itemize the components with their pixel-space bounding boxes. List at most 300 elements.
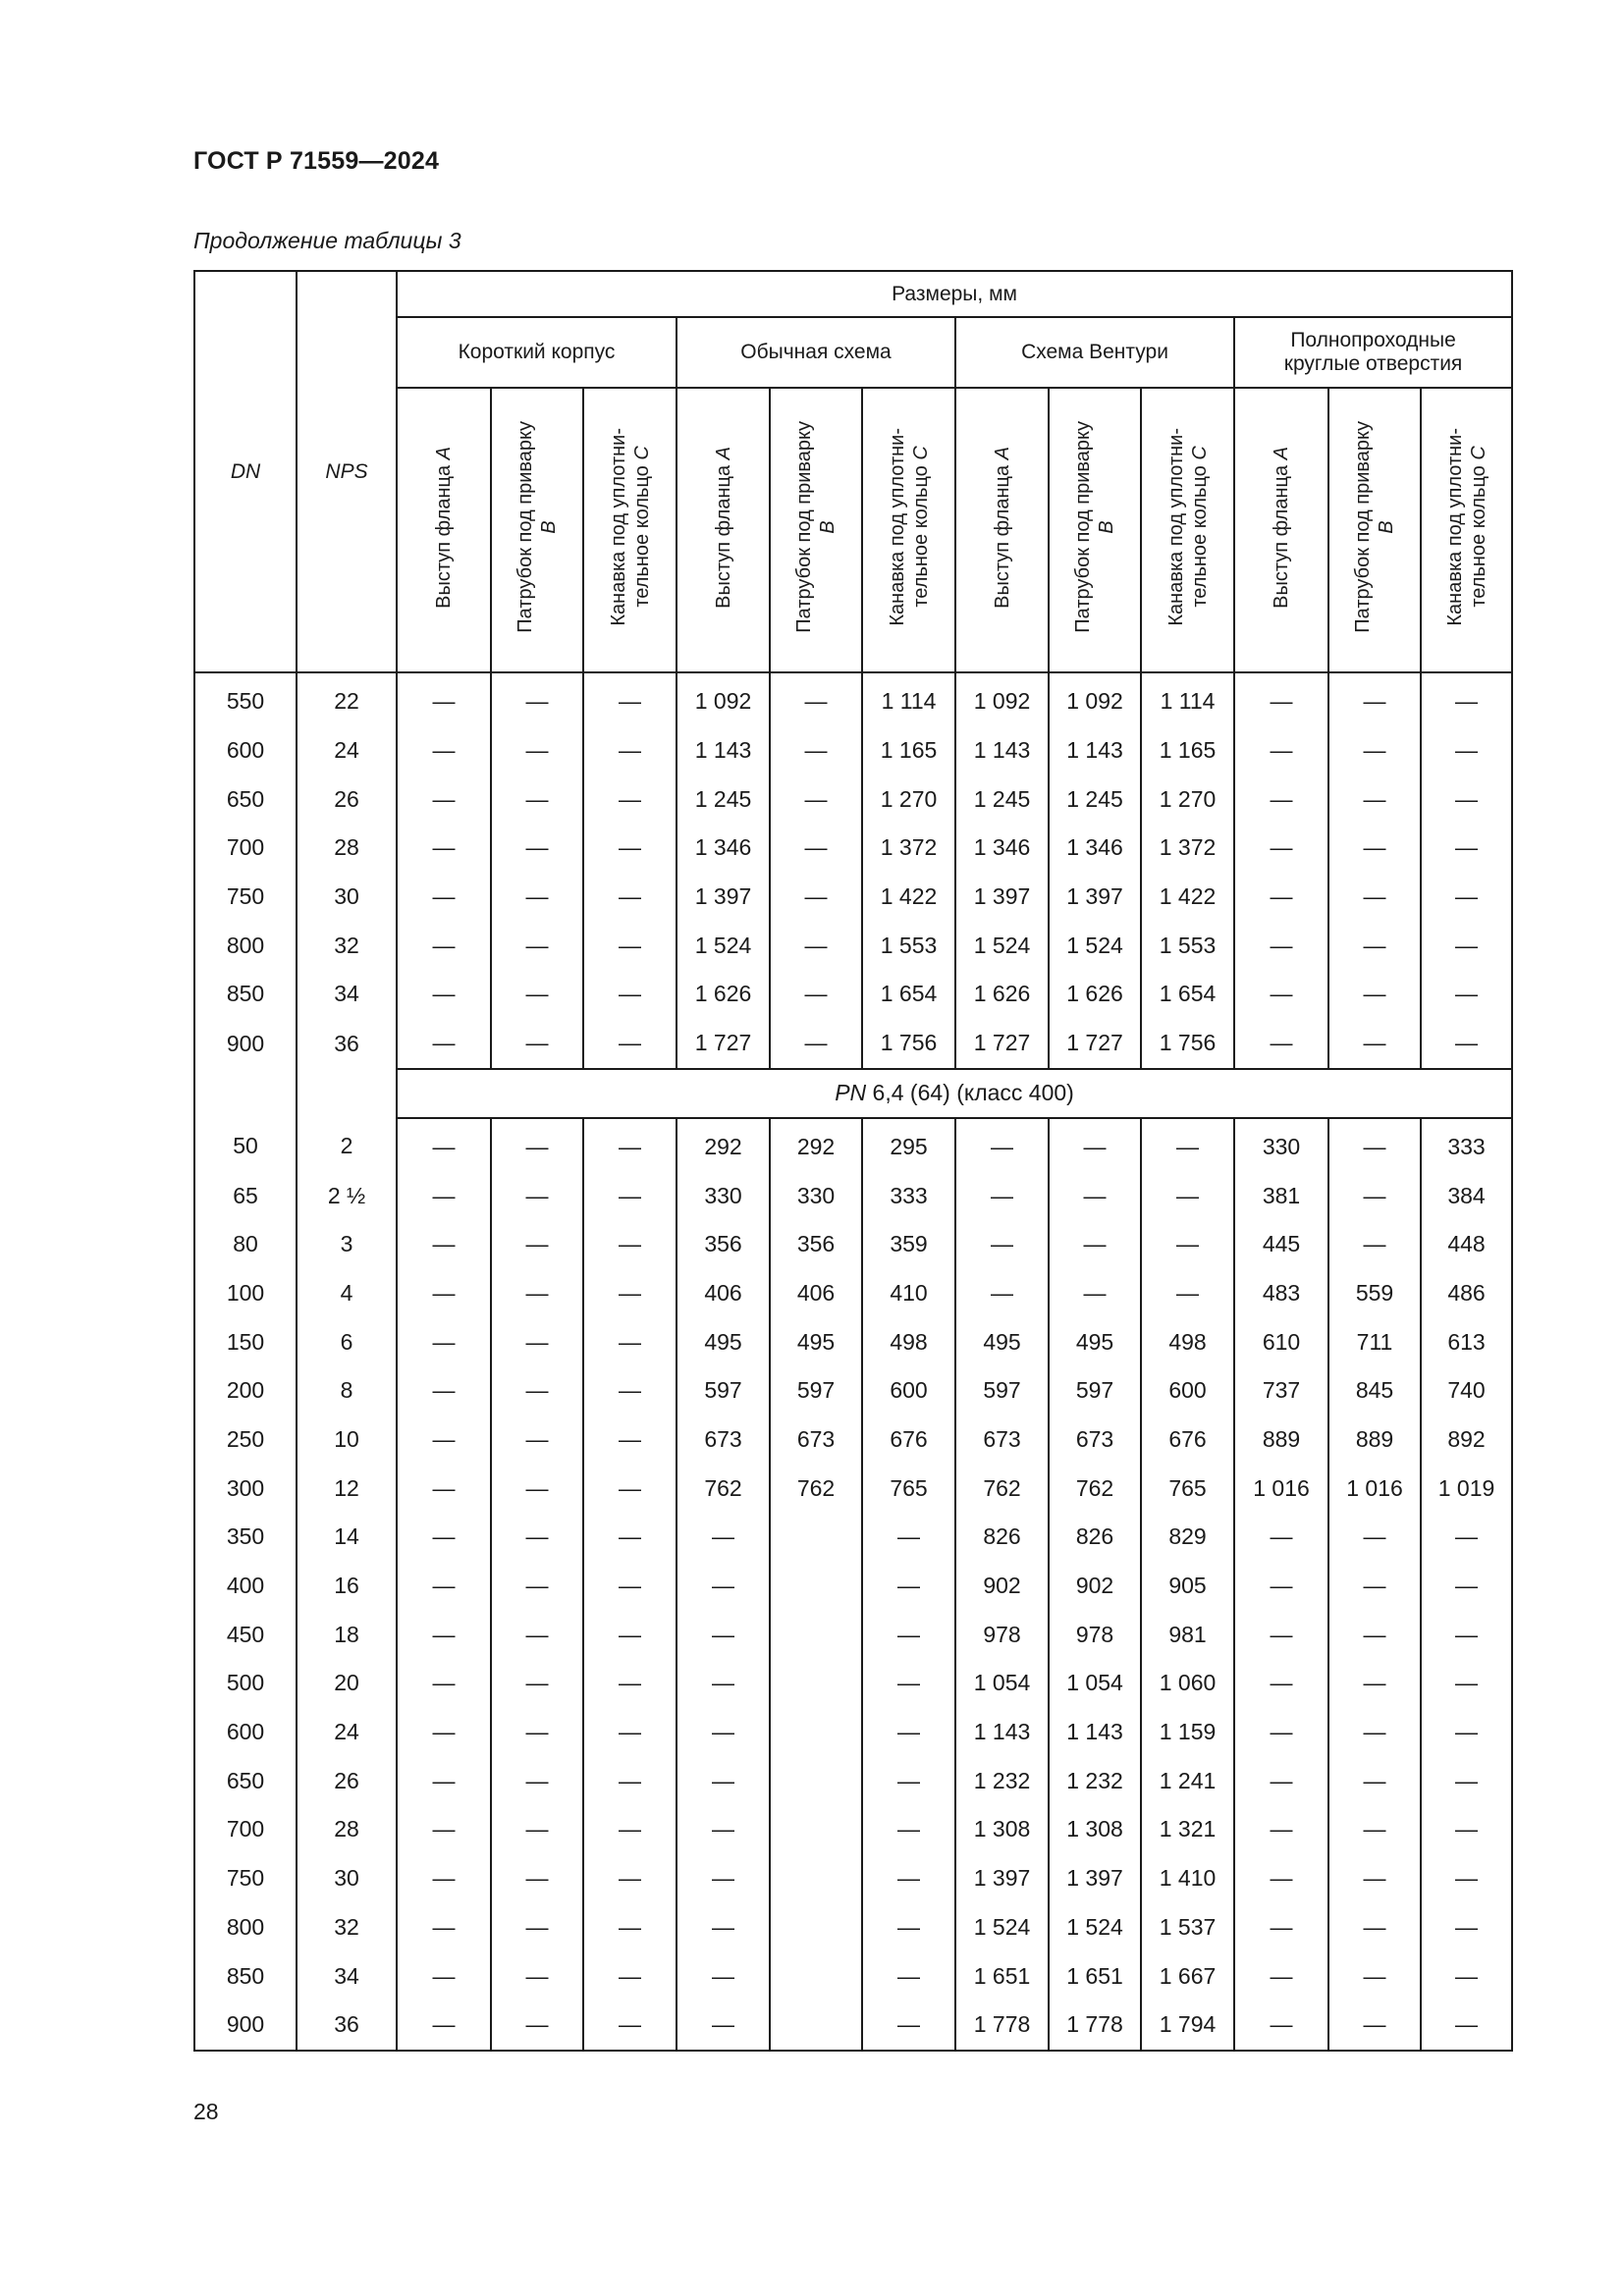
value-cell: — [491,1756,583,1805]
value-cell: 676 [862,1415,955,1465]
value-cell: 406 [677,1269,770,1318]
flange-projection-header [1234,388,1328,672]
value-cell: — [397,1659,491,1708]
nps-cell: 34 [297,970,397,1019]
value-cell: 762 [1049,1464,1141,1513]
group-header: Полнопроходные круглые отверстия [1234,317,1512,388]
value-cell: 978 [955,1610,1049,1659]
seal-groove-header [862,388,955,672]
value-cell: — [491,1562,583,1611]
value-cell: 1 092 [1049,672,1141,726]
value-cell: 1 016 [1328,1464,1421,1513]
value-cell: 1 143 [677,726,770,775]
value-cell: — [491,1415,583,1465]
value-cell: — [491,1118,583,1172]
value-cell: 1 308 [1049,1805,1141,1854]
nps-cell: 28 [297,824,397,873]
nps-cell: 8 [297,1366,397,1415]
value-cell: — [583,1805,677,1854]
value-cell: — [1421,672,1512,726]
value-cell: — [491,1903,583,1952]
value-cell: 889 [1234,1415,1328,1465]
value-cell [770,1951,862,2001]
value-cell: 1 524 [677,921,770,970]
value-cell: 410 [862,1269,955,1318]
value-cell: — [955,1171,1049,1220]
value-cell: — [491,824,583,873]
table-row [194,1756,1512,1805]
dn-cell: 800 [194,921,297,970]
value-cell: 673 [1049,1415,1141,1465]
value-cell: — [862,2001,955,2051]
value-cell: — [491,2001,583,2051]
value-cell: 765 [862,1464,955,1513]
value-cell: 1 143 [1049,726,1141,775]
subheader-letter: B [538,520,560,534]
value-cell: 330 [677,1171,770,1220]
value-cell: — [583,1513,677,1562]
value-cell: — [491,970,583,1019]
value-cell: — [397,1951,491,2001]
subheader-text: Канавка под уплотни- тельное кольцо [1443,428,1489,626]
value-cell: 1 346 [955,824,1049,873]
value-cell: 1 241 [1141,1756,1234,1805]
value-cell: — [1328,1171,1421,1220]
value-cell: 356 [770,1220,862,1269]
value-cell: 1 727 [1049,1019,1141,1069]
value-cell: — [491,1220,583,1269]
nps-cell: 20 [297,1659,397,1708]
value-cell: — [1328,1513,1421,1562]
value-cell: — [1328,1220,1421,1269]
value-cell: 1 397 [677,873,770,922]
value-cell: — [770,672,862,726]
dn-cell: 650 [194,774,297,824]
value-cell: — [397,2001,491,2051]
value-cell: 1 245 [1049,774,1141,824]
value-cell: 829 [1141,1513,1234,1562]
value-cell: — [491,1854,583,1903]
value-cell: 1 270 [862,774,955,824]
value-cell: — [677,1708,770,1757]
nps-cell: 36 [297,2001,397,2051]
value-cell: — [491,1708,583,1757]
table-row [194,1903,1512,1952]
value-cell: 445 [1234,1220,1328,1269]
value-cell: 597 [677,1366,770,1415]
value-cell: — [955,1118,1049,1172]
value-cell: — [583,1317,677,1366]
value-cell: 600 [1141,1366,1234,1415]
nps-cell: 24 [297,1708,397,1757]
value-cell: 498 [1141,1317,1234,1366]
pressure-class-text: 6,4 (64) (класс 400) [866,1080,1074,1105]
value-cell: 1 143 [955,1708,1049,1757]
value-cell: 1 114 [1141,672,1234,726]
table-row [194,970,1512,1019]
dn-cell: 350 [194,1513,297,1562]
value-cell: — [491,1269,583,1318]
value-cell: 740 [1421,1366,1512,1415]
value-cell: — [583,970,677,1019]
value-cell: 1 308 [955,1805,1049,1854]
value-cell: — [862,1805,955,1854]
value-cell: — [583,2001,677,2051]
value-cell: 826 [1049,1513,1141,1562]
value-cell: — [1421,1951,1512,2001]
dn-cell: 600 [194,726,297,775]
value-cell: — [1234,1019,1328,1069]
value-cell: — [583,1220,677,1269]
value-cell: 1 092 [955,672,1049,726]
value-cell: — [1234,2001,1328,2051]
value-cell: 359 [862,1220,955,1269]
value-cell: — [397,1171,491,1220]
table-row [194,1171,1512,1220]
value-cell: — [397,1269,491,1318]
dn-cell: 850 [194,1951,297,2001]
table-row [194,1562,1512,1611]
weld-nozzle-header [1049,388,1141,672]
value-cell: 1 654 [862,970,955,1019]
value-cell [770,1708,862,1757]
value-cell: 486 [1421,1269,1512,1318]
value-cell: — [862,1513,955,1562]
value-cell: 902 [955,1562,1049,1611]
value-cell: 381 [1234,1171,1328,1220]
value-cell: 1 756 [1141,1019,1234,1069]
table-row [194,726,1512,775]
value-cell: 1 232 [1049,1756,1141,1805]
subheader-text: Канавка под уплотни- тельное кольцо [607,428,653,626]
table-row [194,1220,1512,1269]
value-cell: 559 [1328,1269,1421,1318]
value-cell: — [770,873,862,922]
value-cell: 448 [1421,1220,1512,1269]
group-header: Обычная схема [677,317,955,388]
value-cell: 1 165 [1141,726,1234,775]
value-cell: 495 [770,1317,862,1366]
nps-cell: 6 [297,1317,397,1366]
value-cell: 981 [1141,1610,1234,1659]
value-cell: 1 651 [1049,1951,1141,2001]
value-cell: — [583,1756,677,1805]
dn-cell: 400 [194,1562,297,1611]
pressure-class-row [194,1069,1512,1118]
value-cell: — [1328,970,1421,1019]
value-cell: 762 [770,1464,862,1513]
value-cell: — [491,1805,583,1854]
value-cell: 292 [677,1118,770,1172]
subheader-text: Выступ фланца [991,458,1013,609]
value-cell: — [1421,774,1512,824]
value-cell: 1 756 [862,1019,955,1069]
value-cell: 333 [862,1171,955,1220]
value-cell: — [583,1903,677,1952]
dimensions-header: Размеры, мм [397,271,1512,317]
value-cell: — [397,1513,491,1562]
value-cell: 1 778 [955,2001,1049,2051]
nps-cell: 32 [297,1903,397,1952]
value-cell: — [677,1562,770,1611]
value-cell: 1 651 [955,1951,1049,2001]
value-cell [770,1562,862,1611]
dn-cell: 450 [194,1610,297,1659]
table-row [194,1708,1512,1757]
dn-cell: 250 [194,1415,297,1465]
value-cell [770,1513,862,1562]
value-cell: — [583,1269,677,1318]
value-cell: — [677,1756,770,1805]
value-cell: — [583,921,677,970]
value-cell: — [583,1854,677,1903]
value-cell: — [1141,1171,1234,1220]
value-cell: 1 397 [1049,1854,1141,1903]
dn-cell: 65 [194,1171,297,1220]
value-cell: 330 [1234,1118,1328,1172]
value-cell: 892 [1421,1415,1512,1465]
value-cell: — [1421,1854,1512,1903]
value-cell: — [955,1220,1049,1269]
value-cell: — [491,1513,583,1562]
value-cell: — [862,1708,955,1757]
value-cell: — [1421,2001,1512,2051]
subheader-text: Канавка под уплотни- тельное кольцо [886,428,932,626]
value-cell: — [1234,1903,1328,1952]
value-cell: — [1328,1019,1421,1069]
value-cell: — [677,1513,770,1562]
value-cell: 1 245 [955,774,1049,824]
value-cell: 1 143 [1049,1708,1141,1757]
value-cell: — [677,1903,770,1952]
value-cell: 1 397 [1049,873,1141,922]
dn-cell: 600 [194,1708,297,1757]
page-number: 28 [193,2099,219,2124]
subheader-letter: A [712,446,734,459]
value-cell: — [1234,774,1328,824]
value-cell: — [397,1464,491,1513]
value-cell: — [1234,921,1328,970]
dn-cell: 850 [194,970,297,1019]
blank-cell [194,1069,297,1118]
flange-projection-header [397,388,491,672]
value-cell: 1 060 [1141,1659,1234,1708]
value-cell: — [397,921,491,970]
value-cell: — [397,1610,491,1659]
dn-cell: 100 [194,1269,297,1318]
value-cell: — [1421,1513,1512,1562]
value-cell: — [397,970,491,1019]
value-cell [770,1659,862,1708]
value-cell: 1 422 [862,873,955,922]
subheader-letter: A [1271,446,1292,459]
dn-cell: 550 [194,672,297,726]
subheader-letter: A [991,446,1013,459]
nps-cell: 34 [297,1951,397,2001]
value-cell: 762 [677,1464,770,1513]
value-cell: — [1234,1708,1328,1757]
value-cell: — [1328,921,1421,970]
value-cell: — [491,1610,583,1659]
value-cell: 1 537 [1141,1903,1234,1952]
value-cell: — [770,774,862,824]
value-cell: 1 553 [862,921,955,970]
value-cell: — [1328,1562,1421,1611]
value-cell: 1 410 [1141,1854,1234,1903]
group-header: Схема Вентури [955,317,1234,388]
nps-cell: 30 [297,873,397,922]
value-cell: 737 [1234,1366,1328,1415]
subheader-letter: C [909,446,932,461]
value-cell [770,1854,862,1903]
blank-cell [297,1069,397,1118]
value-cell: 1 346 [677,824,770,873]
subheader-letter: B [817,520,839,534]
weld-nozzle-header [770,388,862,672]
value-cell: — [583,672,677,726]
value-cell: — [1049,1171,1141,1220]
value-cell: — [1328,1118,1421,1172]
seal-groove-header [1421,388,1512,672]
value-cell: — [1421,1562,1512,1611]
value-cell: — [862,1562,955,1611]
table-row [194,672,1512,726]
value-cell: — [1234,873,1328,922]
table-row [194,1610,1512,1659]
value-cell: — [1328,2001,1421,2051]
dn-cell: 750 [194,1854,297,1903]
subheader-text: Патрубок под приварку [1352,421,1374,633]
value-cell: — [677,1610,770,1659]
value-cell: 1 019 [1421,1464,1512,1513]
dn-cell: 150 [194,1317,297,1366]
value-cell: 765 [1141,1464,1234,1513]
weld-nozzle-header [1328,388,1421,672]
nps-cell: 16 [297,1562,397,1611]
value-cell: — [583,1562,677,1611]
table-caption: Продолжение таблицы 3 [193,228,461,253]
flange-projection-header [677,388,770,672]
value-cell: — [491,774,583,824]
value-cell: 495 [955,1317,1049,1366]
subheader-text: Канавка под уплотни- тельное кольцо [1164,428,1211,626]
value-cell: — [397,672,491,726]
value-cell: — [770,824,862,873]
value-cell: — [491,726,583,775]
table-row [194,1659,1512,1708]
subheader-text: Выступ фланца [1271,458,1292,609]
value-cell: 1 422 [1141,873,1234,922]
value-cell: 292 [770,1118,862,1172]
dn-cell: 800 [194,1903,297,1952]
value-cell: — [1421,1903,1512,1952]
value-cell: 826 [955,1513,1049,1562]
value-cell: — [397,1562,491,1611]
value-cell: — [1328,774,1421,824]
nps-cell: 32 [297,921,397,970]
value-cell: — [491,672,583,726]
value-cell: — [491,1019,583,1069]
value-cell: 1 553 [1141,921,1234,970]
nps-cell: 22 [297,672,397,726]
value-cell: — [677,1854,770,1903]
value-cell: — [583,1464,677,1513]
value-cell: — [397,873,491,922]
value-cell: — [1328,1708,1421,1757]
subheader-text: Патрубок под приварку [1072,421,1094,633]
value-cell: — [1328,824,1421,873]
value-cell: — [1421,726,1512,775]
nps-cell: 36 [297,1019,397,1069]
value-cell: — [1141,1220,1234,1269]
value-cell: — [583,726,677,775]
document-title: ГОСТ Р 71559—2024 [193,147,440,175]
value-cell: — [397,1854,491,1903]
value-cell: 1 372 [862,824,955,873]
nps-cell: 4 [297,1269,397,1318]
value-cell: — [583,1118,677,1172]
value-cell: 597 [955,1366,1049,1415]
value-cell: — [1234,1659,1328,1708]
value-cell: — [862,1854,955,1903]
value-cell: — [1234,726,1328,775]
value-cell: — [397,1118,491,1172]
dn-cell: 900 [194,2001,297,2051]
value-cell: — [491,1951,583,2001]
value-cell: 845 [1328,1366,1421,1415]
value-cell: 1 143 [955,726,1049,775]
value-cell: — [491,1464,583,1513]
nps-header: NPS [297,271,397,672]
value-cell: 600 [862,1366,955,1415]
value-cell: 1 524 [1049,921,1141,970]
value-cell: 1 232 [955,1756,1049,1805]
subheader-text: Выступ фланца [712,458,734,609]
value-cell: 711 [1328,1317,1421,1366]
value-cell: — [397,1415,491,1465]
value-cell: — [491,1171,583,1220]
nps-cell: 24 [297,726,397,775]
table-row [194,1415,1512,1465]
value-cell: — [397,1708,491,1757]
value-cell [770,1610,862,1659]
value-cell: — [1234,1562,1328,1611]
value-cell: — [1049,1269,1141,1318]
value-cell: — [1328,1805,1421,1854]
value-cell: — [1234,1805,1328,1854]
value-cell: — [1421,1805,1512,1854]
value-cell: — [397,1756,491,1805]
subheader-letter: B [1096,520,1117,534]
value-cell: — [583,1019,677,1069]
value-cell [770,1903,862,1952]
seal-groove-header [1141,388,1234,672]
value-cell: — [583,1171,677,1220]
weld-nozzle-header [491,388,583,672]
value-cell: 333 [1421,1118,1512,1172]
dimensions-table [193,270,1513,2052]
value-cell: — [1328,1610,1421,1659]
value-cell: — [397,726,491,775]
value-cell: 1 245 [677,774,770,824]
value-cell: — [1049,1118,1141,1172]
dn-cell: 200 [194,1366,297,1415]
value-cell: — [1328,873,1421,922]
value-cell: — [583,873,677,922]
value-cell: 1 778 [1049,2001,1141,2051]
value-cell: 495 [1049,1317,1141,1366]
table-row [194,921,1512,970]
